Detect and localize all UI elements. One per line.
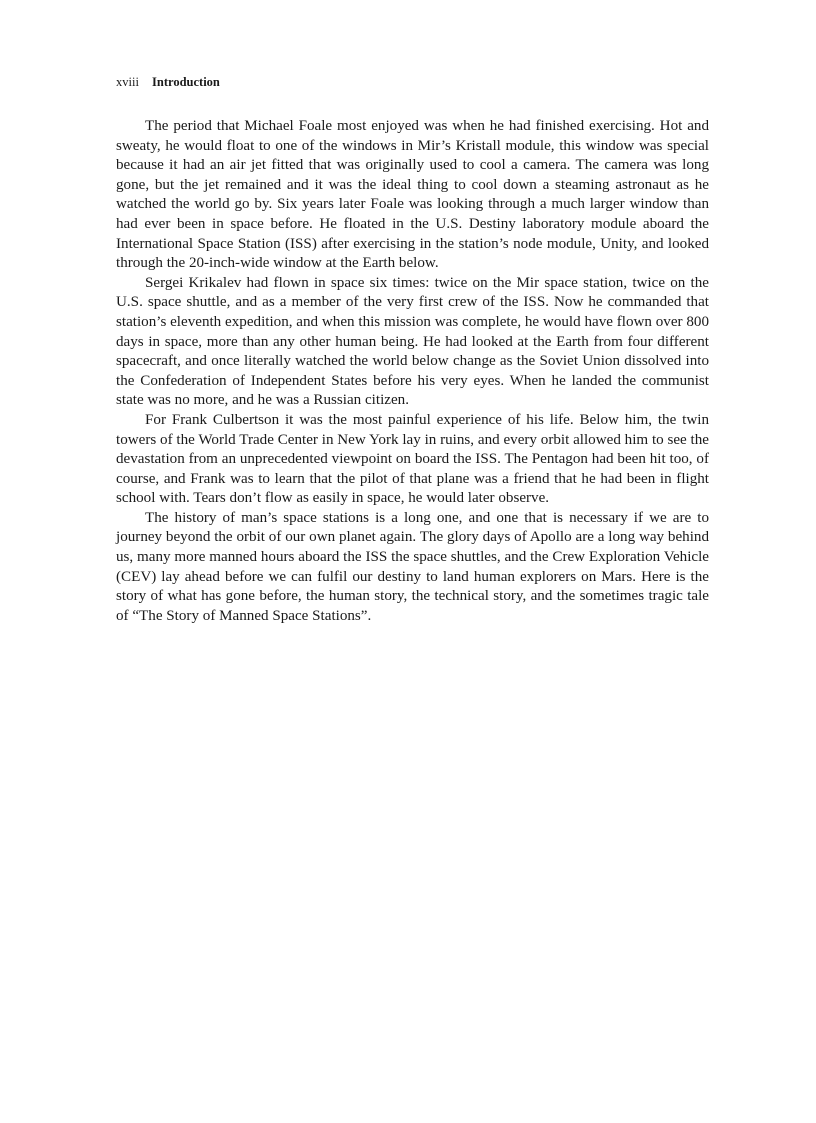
page-number: xviii	[116, 75, 139, 89]
paragraph-foale: The period that Michael Foale most enjoyed was when he had finished exercising. Hot and sweaty, he would float to one of the windows in Mir’s Kristall module, this window was special because it had an air jet fitted that was originally used to cool a camera. The camera was long gone, but the jet remained and it was the ideal thing to cool down a steaming astronaut as he watched the world go by. Six years later Foale was looking through a much larger window than had ever been in space before. He floated in the U.S. Destiny laboratory module aboard the International Space Station (ISS) after exercising in the station’s node module, Unity, and looked through the 20-inch-wide window at the Earth below.	[116, 118, 709, 272]
paragraph-history: The history of man’s space stations is a long one, and one that is necessary if we are to journey beyond the orbit of our own planet again. The glory days of Apollo are a long way behind us, many more manned hours aboard the ISS the space shuttles, and the Crew Exploration Vehicle (CEV) lay ahead before we can fulfil our destiny to land human explorers on Mars. Here is the story of what has gone before, the human story, the technical story, and the sometimes tragic tale of “The Story of Manned Space Stations”.	[116, 509, 709, 624]
paragraph-krikalev: Sergei Krikalev had flown in space six times: twice on the Mir space station, twice on the U.S. space shuttle, and as a member of the very first crew of the ISS. Now he commanded that station’s eleventh expedition, and when this mission was complete, he would have flown over 800 days in space, more than any other human being. He had looked at the Earth from four different spacecraft, and once literally watched the world below change as the Soviet Union dissolved into the Confederation of Independent States before his very eyes. When he landed the communist state was no more, and he was a Russian citizen.	[116, 274, 709, 409]
paragraph-culbertson: For Frank Culbertson it was the most painful experience of his life. Below him, the twin towers of the World Trade Center in New York lay in ruins, and every orbit allowed him to see the devastation from an unprecedented viewpoint on board the ISS. The Pentagon had been hit too, of course, and Frank was to learn that the pilot of that plane was a friend that he had been in flight school with. Tears don’t flow as easily in space, he would later observe.	[116, 411, 709, 507]
body-text	[116, 117, 709, 626]
section-title: Introduction	[152, 75, 220, 89]
running-head	[116, 74, 220, 90]
